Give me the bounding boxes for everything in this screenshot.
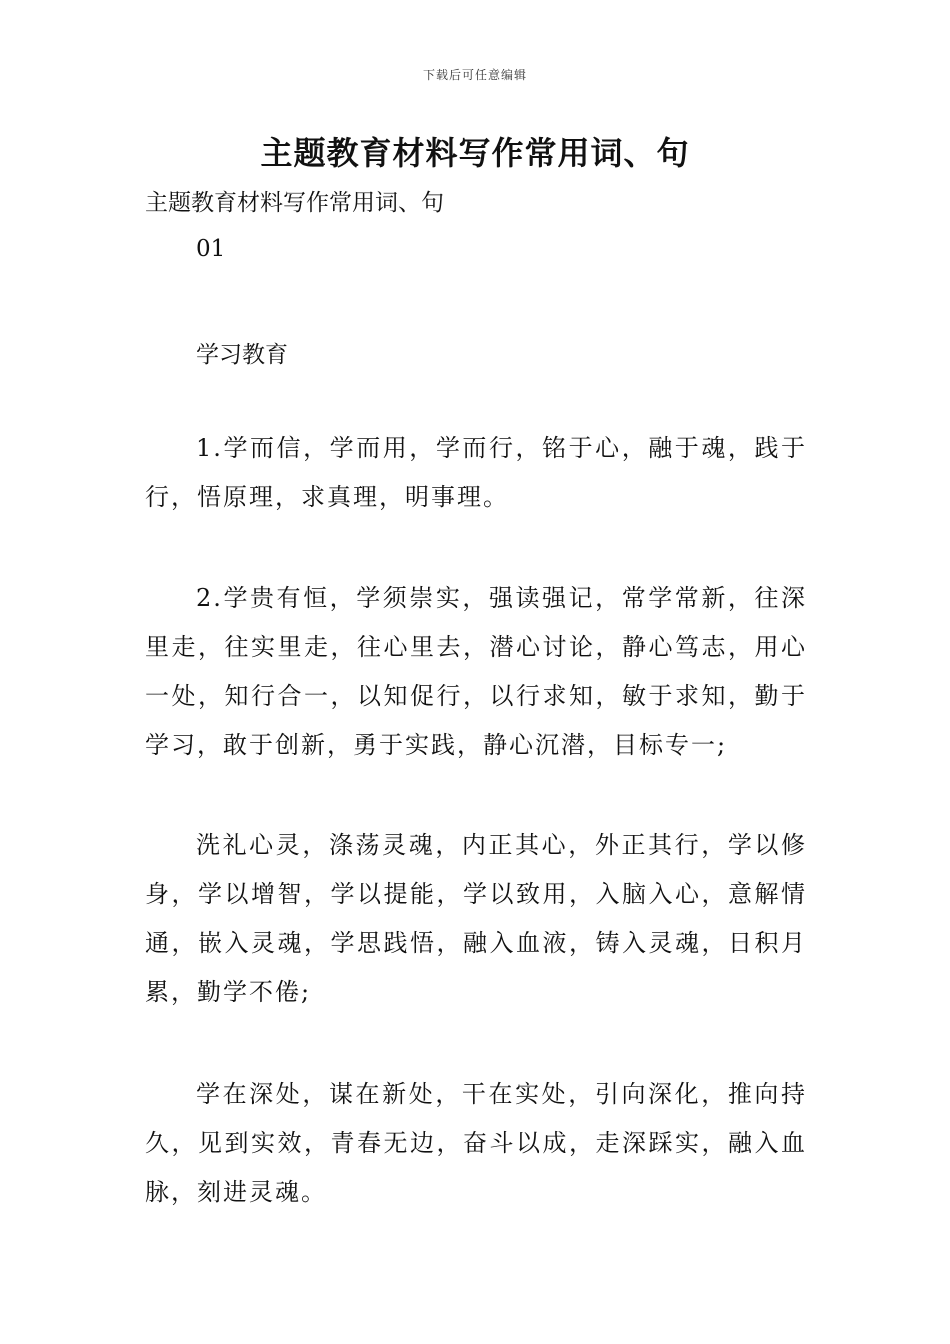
section-heading: 学习教育: [196, 342, 288, 368]
body-paragraph: 学在深处，谋在新处，干在实处，引向深化，推向持久，见到实效，青春无边，奋斗以成，走深踩实，融入血脉，刻进灵魂。: [145, 1080, 807, 1206]
page-header-note: 下载后可任意编辑: [422, 68, 527, 82]
document-title: 主题教育材料写作常用词、句: [260, 134, 690, 172]
document-subtitle: 主题教育材料写作常用词、句: [145, 190, 444, 216]
body-paragraph: 1.学而信，学而用，学而行，铭于心，融于魂，践于行，悟原理，求真理，明事理。: [145, 434, 807, 511]
body-paragraph: 2.学贵有恒，学须崇实，强读强记，常学常新，往深里走，往实里走，往心里去，潜心讨论，静心笃志，用心一处，知行合一，以知促行，以行求知，敏于求知，勤于学习，敢于创新，勇于实践，静心沉潜，目标专一;: [145, 584, 807, 759]
body-paragraph: 洗礼心灵，涤荡灵魂，内正其心，外正其行，学以修身，学以增智，学以提能，学以致用，入脑入心，意解情通，嵌入灵魂，学思践悟，融入血液，铸入灵魂，日积月累，勤学不倦;: [145, 831, 807, 1006]
section-number: 01: [196, 236, 226, 262]
